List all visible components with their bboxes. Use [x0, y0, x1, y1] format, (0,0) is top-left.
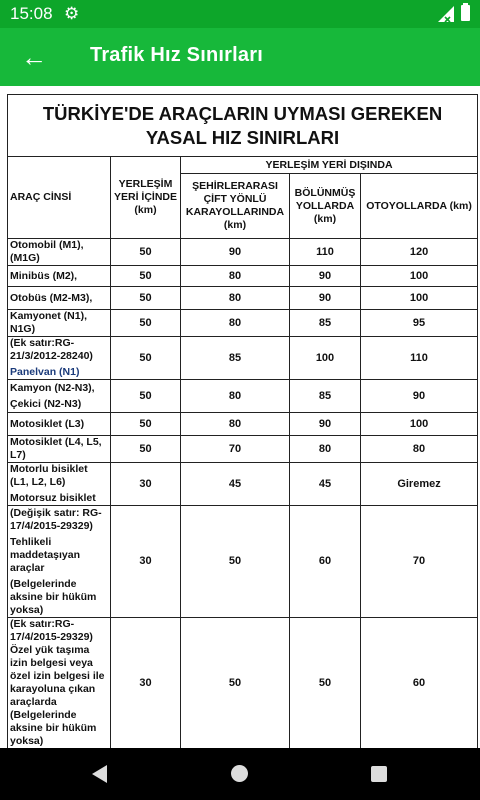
vehicle-type-cell — [8, 310, 111, 337]
speed-limit-cell: 45 — [181, 463, 290, 506]
app-bar — [0, 28, 480, 86]
speed-limit-cell: 80 — [181, 380, 290, 413]
settings-gear-icon: ⚙ — [64, 4, 80, 23]
speed-limit-cell: 100 — [361, 266, 478, 287]
speed-limit-cell: 80 — [181, 413, 290, 436]
nav-recents-icon[interactable] — [371, 766, 387, 782]
speed-limit-cell: 50 — [111, 413, 181, 436]
vehicle-type-cell — [8, 287, 111, 310]
table-row — [8, 337, 478, 380]
speed-limit-cell: 85 — [290, 380, 361, 413]
group-header-outside-settlement: YERLEŞİM YERİ DIŞINDA — [181, 157, 478, 174]
column-header-motorways: OTOYOLLARDA (km) — [361, 174, 478, 239]
speed-limit-cell: 90 — [290, 413, 361, 436]
nav-back-icon[interactable] — [92, 765, 107, 783]
table-title: TÜRKİYE'DE ARAÇLARIN UYMASI GEREKEN YASAL HIZ SINIRLARI — [8, 95, 478, 157]
vehicle-type-cell — [8, 380, 111, 413]
speed-limit-cell: 50 — [111, 266, 181, 287]
vehicle-type-line: Minibüs (M2), — [10, 269, 78, 282]
column-header-vehicle-type: ARAÇ CİNSİ — [8, 157, 111, 239]
vehicle-type-cell — [8, 413, 111, 436]
speed-limit-cell: 85 — [290, 310, 361, 337]
speed-limit-cell: 30 — [111, 463, 181, 506]
speed-limit-cell: 90 — [290, 266, 361, 287]
column-header-inside-settlement: YERLEŞİM YERİ İÇİNDE (km) — [111, 157, 181, 239]
speed-limit-cell: 110 — [290, 239, 361, 266]
battery-icon — [461, 5, 470, 21]
column-header-divided-roads: BÖLÜNMÜŞ YOLLARDA (km) — [290, 174, 361, 239]
vehicle-type-line: (Ek satır:RG-17/4/2015-29329) Özel yük taşıma izin belgesi veya özel izin belgesi ile karayoluna çıkan araçlarda (Belgelerinde aksine bir hüküm yoksa) — [10, 618, 105, 747]
table-row — [8, 287, 478, 310]
vehicle-type-line: Kamyon (N2-N3), — [10, 381, 95, 394]
speed-limit-cell: 60 — [361, 618, 478, 749]
speed-limit-cell: 90 — [181, 239, 290, 266]
content-area[interactable] — [0, 86, 480, 748]
vehicle-type-line: (Değişik satır: RG-17/4/2015-29329) — [10, 506, 102, 532]
table-row — [8, 310, 478, 337]
vehicle-type-line: Motosiklet (L3) — [10, 417, 85, 430]
table-row — [8, 506, 478, 618]
speed-limit-cell: 100 — [361, 413, 478, 436]
table-row — [8, 436, 478, 463]
vehicle-type-cell — [8, 337, 111, 380]
vehicle-type-cell — [8, 463, 111, 506]
vehicle-type-line: Motorlu bisiklet (L1, L2, L6) — [10, 463, 88, 488]
speed-limit-cell: 30 — [111, 506, 181, 618]
page-title: Trafik Hız Sınırları — [90, 44, 263, 66]
speed-limit-cell: 50 — [111, 287, 181, 310]
vehicle-type-line: Tehlikeli maddetaşıyan araçlar — [10, 535, 81, 574]
navigation-bar — [0, 748, 480, 800]
vehicle-type-line: Motosiklet (L4, L5, L7) — [10, 436, 102, 461]
table-row — [8, 266, 478, 287]
speed-limit-cell: 100 — [290, 337, 361, 380]
table-row — [8, 380, 478, 413]
speed-limit-cell: 50 — [111, 380, 181, 413]
speed-limit-cell: 50 — [111, 337, 181, 380]
speed-limit-cell: 80 — [290, 436, 361, 463]
vehicle-type-cell — [8, 266, 111, 287]
speed-limit-cell: 80 — [361, 436, 478, 463]
speed-limit-cell: 100 — [361, 287, 478, 310]
speed-limit-table — [7, 94, 478, 776]
table-row — [8, 239, 478, 266]
speed-limit-cell: 30 — [111, 618, 181, 749]
column-header-intercity-two-way: ŞEHİRLERARASI ÇİFT YÖNLÜ KARAYOLLARINDA (km) — [181, 174, 290, 239]
speed-limit-cell: 70 — [181, 436, 290, 463]
status-time: 15:08 — [10, 4, 53, 23]
speed-limit-cell: 85 — [181, 337, 290, 380]
speed-limit-cell: 50 — [181, 618, 290, 749]
vehicle-type-cell — [8, 506, 111, 618]
vehicle-type-line: Otomobil (M1), (M1G) — [10, 239, 84, 264]
speed-limit-cell: Giremez — [361, 463, 478, 506]
speed-limit-cell: 120 — [361, 239, 478, 266]
speed-limit-cell: 95 — [361, 310, 478, 337]
vehicle-type-line: Otobüs (M2-M3), — [10, 291, 93, 304]
speed-limit-cell: 45 — [290, 463, 361, 506]
speed-limit-cell: 80 — [181, 266, 290, 287]
table-row — [8, 463, 478, 506]
speed-limit-cell: 50 — [181, 506, 290, 618]
speed-limit-cell: 110 — [361, 337, 478, 380]
vehicle-type-line: Motorsuz bisiklet — [10, 492, 96, 504]
vehicle-type-line: (Belgelerinde aksine bir hüküm yoksa) — [10, 577, 97, 616]
table-row — [8, 413, 478, 436]
speed-limit-cell: 90 — [290, 287, 361, 310]
nav-home-icon[interactable] — [231, 765, 248, 782]
speed-limit-cell: 50 — [111, 239, 181, 266]
signal-icon — [438, 6, 454, 22]
speed-limit-cell: 90 — [361, 380, 478, 413]
vehicle-type-line: Kamyonet (N1), N1G) — [10, 310, 88, 335]
speed-limit-cell: 80 — [181, 310, 290, 337]
speed-limit-cell: 80 — [181, 287, 290, 310]
vehicle-type-cell — [8, 436, 111, 463]
speed-limit-cell: 70 — [361, 506, 478, 618]
vehicle-type-line: Çekici (N2-N3) — [10, 397, 82, 410]
back-arrow-icon[interactable]: ← — [21, 42, 47, 72]
vehicle-type-line: (Ek satır:RG-21/3/2012-28240) — [10, 337, 93, 362]
speed-limit-cell: 60 — [290, 506, 361, 618]
speed-limit-cell: 50 — [111, 310, 181, 337]
vehicle-type-cell — [8, 618, 111, 749]
speed-limit-cell: 50 — [111, 436, 181, 463]
status-bar — [0, 0, 480, 28]
table-row — [8, 618, 478, 749]
speed-limit-cell: 50 — [290, 618, 361, 749]
vehicle-type-line: Panelvan (N1) — [10, 366, 80, 378]
vehicle-type-cell — [8, 239, 111, 266]
